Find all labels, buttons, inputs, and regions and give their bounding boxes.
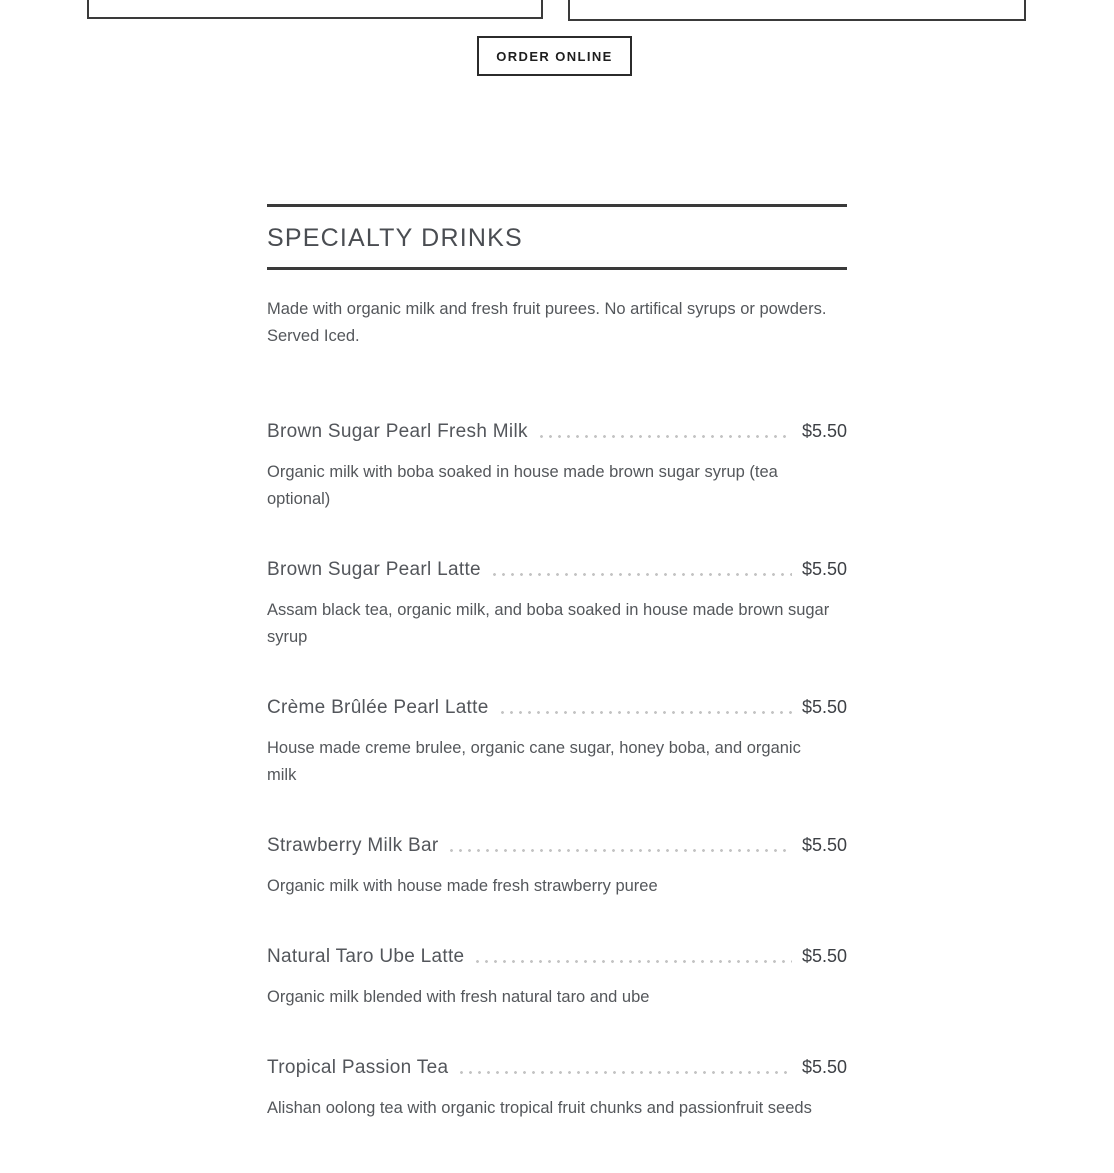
dotted-leader xyxy=(493,573,792,576)
section-heading-block xyxy=(267,204,847,270)
item-name: Crème Brûlée Pearl Latte xyxy=(267,697,489,718)
menu-item-head xyxy=(267,834,847,858)
item-price: $5.50 xyxy=(801,835,847,855)
dotted-leader xyxy=(450,849,792,852)
menu-item xyxy=(267,420,847,513)
dotted-leader xyxy=(476,960,792,963)
item-description: House made creme brulee, organic cane sugar, honey boba, and organic milk xyxy=(267,739,801,784)
menu-item-head xyxy=(267,558,847,582)
item-price: $5.50 xyxy=(801,421,847,441)
order-online-button[interactable]: ORDER ONLINE xyxy=(477,36,632,76)
menu-item-head xyxy=(267,1056,847,1080)
dotted-leader xyxy=(501,711,792,714)
dotted-leader xyxy=(540,435,792,438)
menu-item xyxy=(267,558,847,651)
item-price: $5.50 xyxy=(801,559,847,579)
item-description: Organic milk with boba soaked in house made brown sugar syrup (tea optional) xyxy=(267,463,778,508)
item-name: Strawberry Milk Bar xyxy=(267,835,439,856)
item-price: $5.50 xyxy=(801,697,847,717)
menu-item-head xyxy=(267,696,847,720)
menu-items xyxy=(267,420,847,1122)
section-title: SPECIALTY DRINKS xyxy=(267,224,523,252)
partial-card-left xyxy=(87,0,543,19)
item-name: Tropical Passion Tea xyxy=(267,1057,449,1078)
menu-item xyxy=(267,696,847,789)
section-description: Made with organic milk and fresh fruit purees. No artifical syrups or powders. Served Iced. xyxy=(267,300,827,345)
menu-item xyxy=(267,945,847,1011)
item-description: Organic milk blended with fresh natural taro and ube xyxy=(267,988,650,1006)
dotted-leader xyxy=(460,1071,792,1074)
item-name: Natural Taro Ube Latte xyxy=(267,946,465,967)
menu-item-head xyxy=(267,945,847,969)
specialty-drinks-section xyxy=(267,204,847,1167)
menu-item-head xyxy=(267,420,847,444)
item-name: Brown Sugar Pearl Fresh Milk xyxy=(267,421,528,442)
item-name: Brown Sugar Pearl Latte xyxy=(267,559,481,580)
partial-card-right xyxy=(568,0,1026,21)
top-cards-row xyxy=(87,0,1026,21)
item-price: $5.50 xyxy=(801,1057,847,1077)
item-description: Organic milk with house made fresh strawberry puree xyxy=(267,877,658,895)
menu-item xyxy=(267,834,847,900)
item-description: Assam black tea, organic milk, and boba soaked in house made brown sugar syrup xyxy=(267,601,830,646)
menu-item xyxy=(267,1056,847,1122)
item-description: Alishan oolong tea with organic tropical fruit chunks and passionfruit seeds xyxy=(267,1099,812,1117)
item-price: $5.50 xyxy=(801,946,847,966)
